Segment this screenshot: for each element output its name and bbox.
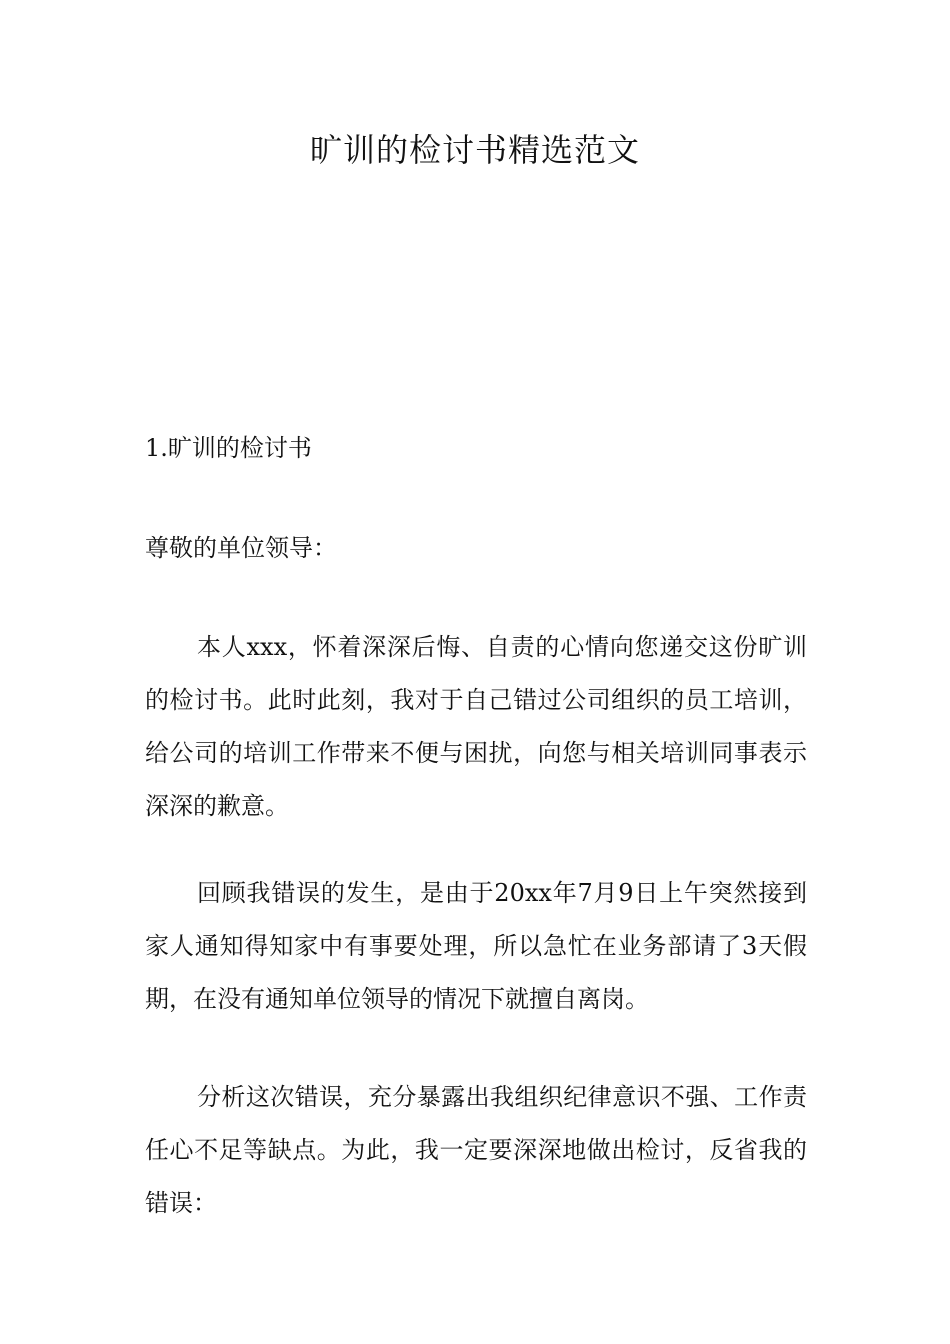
body-paragraph: 分析这次错误，充分暴露出我组织纪律意识不强、工作责任心不足等缺点。为此，我一定要深深地做出检讨，反省我的错误： — [145, 1083, 807, 1217]
section-heading: 1.旷训的检讨书 — [145, 434, 312, 462]
document-title: 旷训的检讨书精选范文 — [309, 131, 640, 169]
body-paragraph: 本人xxx，怀着深深后悔、自责的心情向您递交这份旷训的检讨书。此时此刻，我对于自己错过公司组织的员工培训，给公司的培训工作带来不便与困扰，向您与相关培训同事表示深深的歉意。 — [145, 633, 807, 820]
salutation: 尊敬的单位领导： — [145, 534, 337, 562]
body-paragraph: 回顾我错误的发生，是由于20xx年7月9日上午突然接到家人通知得知家中有事要处理，所以急忙在业务部请了3天假期，在没有通知单位领导的情况下就擅自离岗。 — [145, 879, 807, 1013]
